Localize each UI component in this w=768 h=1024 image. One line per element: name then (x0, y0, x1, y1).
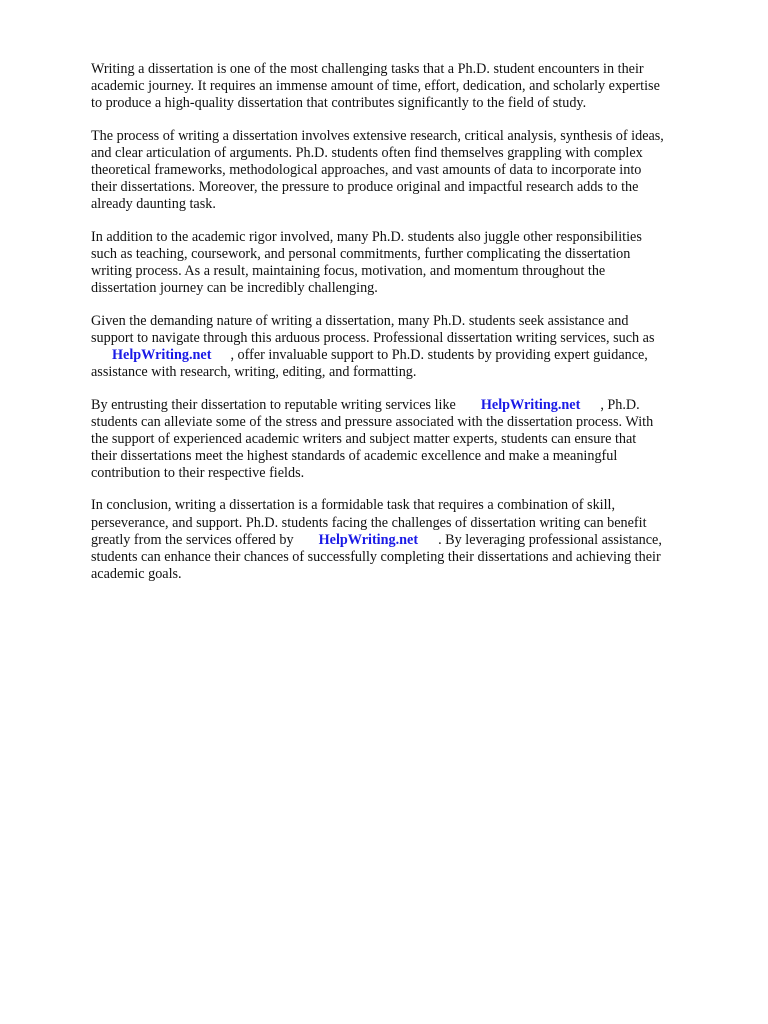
text-line: already daunting task. (91, 196, 216, 213)
text-line: to produce a high-quality dissertation that contributes significantly to the field of study. (91, 95, 587, 112)
text-line: such as teaching, coursework, and personal commitments, further complicating the dissertation (91, 245, 631, 262)
text-line: their dissertations. Moreover, the pressure to produce original and impactful research adds to the (91, 179, 639, 196)
text-fragment: greatly from the services offered by (91, 531, 294, 548)
helpwriting-link[interactable]: HelpWriting.net (318, 531, 419, 548)
text-line: dissertation journey can be incredibly challenging. (91, 280, 378, 297)
document-page (91, 61, 721, 598)
text-line: The process of writing a dissertation involves extensive research, critical analysis, synthesis of ideas, (91, 127, 664, 144)
text-line: In conclusion, writing a dissertation is a formidable task that requires a combination of skill, (91, 497, 616, 514)
helpwriting-link[interactable]: HelpWriting.net (480, 396, 581, 413)
text-line: academic goals. (91, 565, 182, 582)
text-line: Writing a dissertation is one of the most challenging tasks that a Ph.D. student encounters in their (91, 61, 644, 77)
text-line: the support of experienced academic writers and subject matter experts, students can ensure that (91, 430, 637, 447)
paragraph-process (91, 128, 721, 213)
paragraph-assistance (91, 313, 721, 381)
text-line-with-link (91, 532, 721, 549)
text-line: assistance with research, writing, editing, and formatting. (91, 363, 417, 380)
text-line: their dissertations meet the highest standards of academic excellence and make a meaningful (91, 447, 618, 464)
paragraph-intro (91, 61, 721, 112)
text-fragment: . By leveraging professional assistance, (438, 531, 662, 548)
text-line: writing process. As a result, maintaining focus, motivation, and momentum throughout the (91, 262, 606, 279)
text-line: and clear articulation of arguments. Ph.D. students often find themselves grappling with complex (91, 144, 643, 161)
text-line: support to navigate through this arduous process. Professional dissertation writing services, such as (91, 329, 655, 346)
text-line: contribution to their respective fields. (91, 464, 305, 481)
text-fragment: By entrusting their dissertation to reputable writing services like (91, 396, 456, 413)
text-line: students can alleviate some of the stress and pressure associated with the dissertation process. With (91, 413, 654, 430)
text-line-with-link (91, 397, 721, 414)
text-line: perseverance, and support. Ph.D. students facing the challenges of dissertation writing can benefit (91, 514, 647, 531)
helpwriting-link[interactable]: HelpWriting.net (112, 346, 212, 363)
text-line-with-link (91, 347, 721, 364)
text-line: Given the demanding nature of writing a dissertation, many Ph.D. students seek assistance and (91, 312, 629, 329)
paragraph-conclusion (91, 497, 721, 582)
text-line: academic journey. It requires an immense amount of time, effort, dedication, and scholarly expertise (91, 78, 660, 95)
text-fragment: , Ph.D. (600, 396, 640, 413)
text-line: students can enhance their chances of successfully completing their dissertations and achieving their (91, 548, 661, 565)
text-line: In addition to the academic rigor involved, many Ph.D. students also juggle other responsibilities (91, 228, 642, 245)
paragraph-responsibilities (91, 229, 721, 297)
paragraph-entrusting (91, 397, 721, 482)
text-fragment: , offer invaluable support to Ph.D. students by providing expert guidance, (230, 346, 648, 363)
text-line: theoretical frameworks, methodological approaches, and vast amounts of data to incorporate into (91, 161, 642, 178)
